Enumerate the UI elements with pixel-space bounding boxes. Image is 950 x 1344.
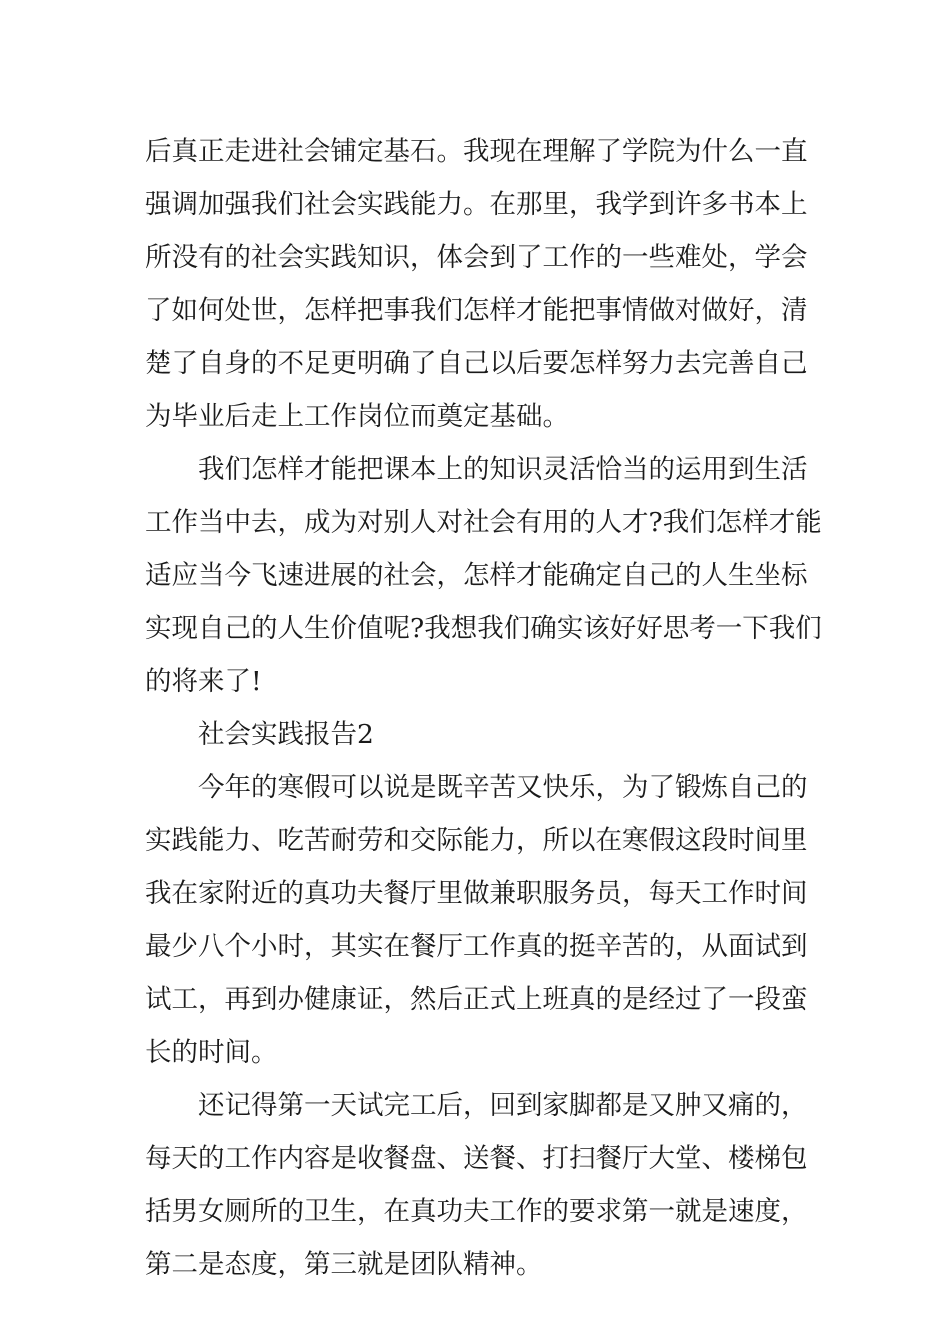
- text-line: 每天的工作内容是收餐盘、送餐、打扫餐厅大堂、楼梯包: [145, 1143, 808, 1174]
- text-line: 还记得第一天试完工后，回到家脚都是又肿又痛的，: [198, 1090, 808, 1121]
- heading-text: 社会实践报告2: [198, 719, 374, 750]
- text-line: 实践能力、吃苦耐劳和交际能力，所以在寒假这段时间里: [145, 825, 808, 856]
- text-line: 所没有的社会实践知识，体会到了工作的一些难处，学会: [145, 242, 808, 273]
- paragraph: [145, 443, 822, 708]
- paragraph: [145, 761, 807, 1079]
- text-line: 我在家附近的真功夫餐厅里做兼职服务员，每天工作时间: [145, 878, 808, 909]
- text-line: 最少八个小时，其实在餐厅工作真的挺辛苦的，从面试到: [145, 931, 808, 962]
- text-line: 楚了自身的不足更明确了自己以后要怎样努力去完善自己: [145, 348, 808, 379]
- paragraph: [145, 1079, 807, 1291]
- text-line: 强调加强我们社会实践能力。在那里，我学到许多书本上: [145, 189, 808, 220]
- text-line: 试工，再到办健康证，然后正式上班真的是经过了一段蛮: [145, 984, 808, 1015]
- text-line: 第二是态度，第三就是团队精神。: [145, 1249, 543, 1280]
- section-heading: [145, 708, 807, 761]
- text-line: 长的时间。: [145, 1037, 278, 1068]
- text-line: 实现自己的人生价值呢?我想我们确实该好好思考一下我们: [145, 613, 822, 644]
- text-line: 后真正走进社会铺定基石。我现在理解了学院为什么一直: [145, 136, 808, 167]
- text-line: 括男女厕所的卫生，在真功夫工作的要求第一就是速度，: [145, 1196, 808, 1227]
- text-line: 我们怎样才能把课本上的知识灵活恰当的运用到生活: [198, 454, 808, 485]
- text-line: 适应当今飞速进展的社会，怎样才能确定自己的人生坐标: [145, 560, 808, 591]
- paragraph: [145, 125, 807, 443]
- text-line: 的将来了!: [145, 666, 262, 697]
- text-line: 今年的寒假可以说是既辛苦又快乐，为了锻炼自己的: [198, 772, 808, 803]
- text-line: 工作当中去，成为对别人对社会有用的人才?我们怎样才能: [145, 507, 822, 538]
- text-line: 了如何处世，怎样把事我们怎样才能把事情做对做好，清: [145, 295, 808, 326]
- document-body: [145, 125, 822, 1291]
- text-line: 为毕业后走上工作岗位而奠定基础。: [145, 401, 569, 432]
